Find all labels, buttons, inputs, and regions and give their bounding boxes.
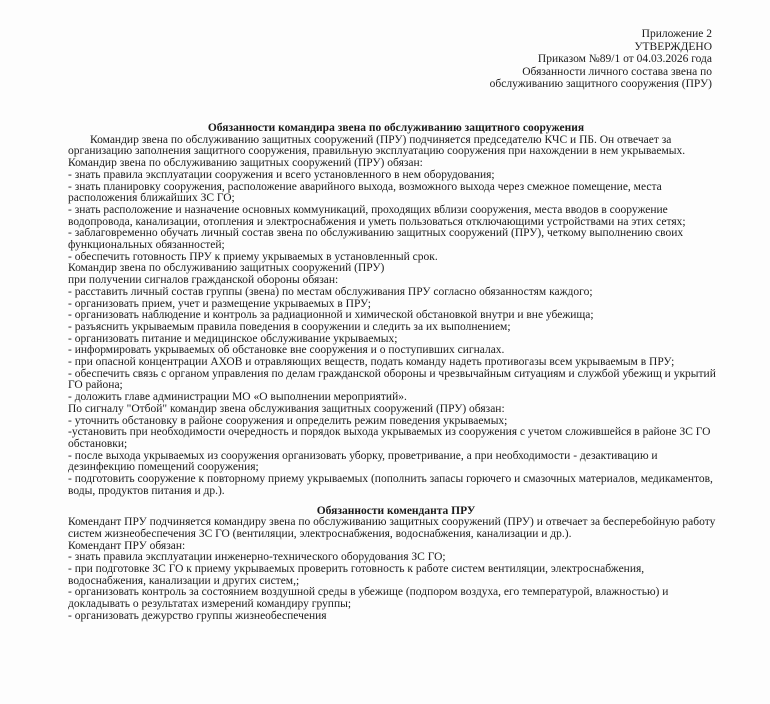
section-title-commandant: Обязанности коменданта ПРУ (316, 504, 476, 517)
paragraph: - знать расположение и назначение основных коммуникаций, проходящих вблизи сооружения, места вводов в сооружение водопровода, канализации, отопления и электроснабжения и уметь пользоваться отключающими устройствами на этих сетях; (68, 203, 686, 228)
paragraph: - организовать прием, учет и размещение укрываемых в ПРУ; (68, 297, 371, 310)
section-title-commander: Обязанности командира звена по обслуживанию защитного сооружения (207, 122, 585, 134)
paragraph: - знать планировку сооружения, расположение аварийного выхода, возможного выхода через смежное помещение, места расположения ближайших ЗС ГО; (68, 180, 662, 205)
paragraph: - обеспечить готовность ПРУ к приему укрываемых в установленный срок. (68, 250, 438, 263)
paragraph: -установить при необходимости очередность и порядок выхода укрываемых из сооружения с учетом сложившейся в районе ЗС ГО обстановки; (68, 426, 711, 450)
document-body (68, 123, 724, 623)
paragraph: - расставить личный состав группы (звена) по местам обслуживания ПРУ согласно обязанностям каждого; (68, 285, 593, 298)
paragraph: - уточнить обстановку в районе сооружения и определить режим поведения укрываемых; (68, 414, 508, 427)
paragraph: Командир звена по обслуживанию защитных сооружений (ПРУ) (68, 262, 385, 275)
paragraph: - доложить главе администрации МО «О выполнении мероприятий». (68, 391, 407, 404)
paragraph: - организовать контроль за состоянием воздушной среды в убежище (подпором воздуха, его температурой, влажностью) и докладывать о результатах измерений командиру группы; (68, 586, 669, 611)
paragraph: - обеспечить связь с органом управления по делам гражданской обороны и чрезвычайным ситуациям и службой убежищ и укрытий ГО района; (68, 367, 716, 392)
paragraph: Комендант ПРУ подчиняется командиру звена по обслуживанию защитных сооружений (ПРУ) и отвечает за бесперебойную работу систем жизнеобеспечения ЗС ГО (вентиляции, электроснабжения, водоснабжения, канализации и др.). (68, 516, 716, 540)
appendix-label: Приложение 2 (641, 28, 712, 40)
paragraph: Командир звена по обслуживанию защитных сооружений (ПРУ) обязан: (68, 157, 423, 170)
paragraph: Комендант ПРУ обязан: (68, 539, 186, 552)
approval-header (382, 28, 712, 91)
paragraph: - разъяснить укрываемым правила поведения в сооружении и следить за их выполнением; (68, 320, 511, 333)
paragraph: - информировать укрываемых об обстановке вне сооружения и о поступивших сигналах. (68, 344, 505, 357)
paragraph: По сигналу "Отбой" командир звена обслуживания защитных сооружений (ПРУ) обязан: (68, 402, 505, 415)
paragraph: при получении сигналов гражданской обороны обязан: (68, 274, 339, 287)
paragraph: - при подготовке ЗС ГО к приему укрываемых проверить готовность к работе систем вентиляции, электроснабжения, водоснабжения, канализации и других систем,; (68, 563, 645, 587)
paragraph: - подготовить сооружение к повторному приему укрываемых (пополнить запасы горючего и смазочных материалов, медикаментов, воды, продуктов питания и др.). (68, 473, 713, 497)
paragraph: - знать правила эксплуатации инженерно-технического оборудования ЗС ГО; (68, 551, 446, 564)
paragraph: - при опасной концентрации АХОВ и отравляющих веществ, подать команду надеть противогазы всем укрываемым в ПРУ; (68, 356, 675, 369)
paragraph: - организовать питание и медицинское обслуживание укрываемых; (68, 332, 398, 345)
paragraph: - после выхода укрываемых из сооружения организовать уборку, проветривание, а при необходимости - дезактивацию и дезинфекцию помещений сооружения; (68, 449, 658, 474)
paragraph: - заблаговременно обучать личный состав звена по обслуживанию защитных сооружений (ПРУ), четкому выполнению своих функциональных обязанностей; (68, 227, 684, 252)
document-subject-line-1: Обязанности личного состава звена по (522, 65, 712, 78)
approved-label: УТВЕРЖДЕНО (634, 40, 712, 53)
paragraph: - организовать наблюдение и контроль за радиационной и химической обстановкой внутри и вне убежища; (68, 309, 594, 322)
paragraph: Командир звена по обслуживанию защитных сооружений (ПРУ) подчиняется председателю КЧС и ПБ. Он отвечает за организацию заполнения защитного сооружения, правильную эксплуатацию сооружения при нахождении в нем укрываемых. (68, 133, 686, 158)
order-reference: Приказом №89/1 от 04.03.2026 года (537, 53, 712, 65)
paragraph: - знать правила эксплуатации сооружения и всего установленного в нем оборудования; (68, 168, 495, 181)
paragraph: - организовать дежурство группы жизнеобеспечения (68, 609, 327, 622)
document-subject-line-2: обслуживанию защитного сооружения (ПРУ) (489, 78, 712, 90)
